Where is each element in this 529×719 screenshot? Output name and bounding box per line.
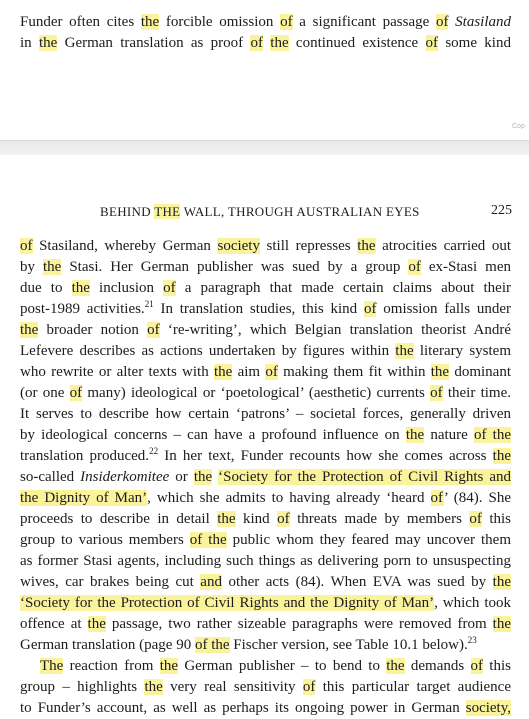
running-header-title: BEHIND THE WALL, THROUGH AUSTRALIAN EYES (100, 204, 420, 219)
text-line: German translation (page 90 of the Fischer version, see Table 10.1 below).$^{23}$ (20, 635, 477, 653)
text-line: post-1989 activities.$^{21}$ In translation studies, this kind of omission falls under (20, 299, 511, 317)
text-line: The reaction from the German publisher – to bend to the demands of this (40, 658, 511, 674)
text-line: by ideological concerns – can have a profound influence on the nature of the (20, 427, 511, 443)
text-line: ‘Society for the Protection of Civil Rights and the Dignity of Man’, which took (20, 595, 511, 611)
text-line: by the Stasi. Her German publisher was sued by a group of ex-Stasi men (20, 259, 511, 275)
text-line: Funder often cites the forcible omission of a significant passage of Stasiland (20, 14, 511, 30)
text-line: in the German translation as proof of the continued existence of some kind (20, 35, 511, 51)
page-separator (0, 140, 529, 156)
text-line: the broader notion of ‘re-writing’, which Belgian translation theorist André (20, 322, 512, 338)
text-line: offence at the passage, two rather sizeable paragraphs were removed from the (20, 616, 511, 632)
text-line: Lefevere describes as actions undertaken by figures within the literary system (20, 343, 511, 359)
text-line: to Funder’s account, as well as perhaps its ongoing power in German society, (20, 700, 511, 716)
text-line: so-called Insiderkomitee or the ‘Society for the Protection of Civil Rights and (20, 469, 512, 485)
text-line: the Dignity of Man’, which she admits to having already ‘heard of’ (84). She (20, 490, 512, 506)
text-line: group – highlights the very real sensitivity of this particular target audience (20, 679, 511, 695)
text-line: wives, car brakes being cut and other acts (84). When EVA was sued by the (20, 574, 511, 590)
text-line: proceeds to describe in detail the kind of threats made by members of this (20, 511, 512, 527)
text-line: as former Stasi agents, including such things as delivering porn to unsuspecting (20, 553, 511, 569)
page-number: 225 (491, 203, 512, 218)
text-line: It serves to describe how certain ‘patrons’ – societal forces, generally driven (20, 406, 511, 422)
text-line: who rewrite or alter texts with the aim of making them fit within the dominant (20, 364, 512, 380)
copy-label: Cop (512, 123, 525, 130)
text-line: due to the inclusion of a paragraph that made certain claims about their (20, 280, 512, 296)
text-line: (or one of many) ideological or ‘poetological’ (aesthetic) currents of their time. (20, 385, 511, 401)
text-line: of Stasiland, whereby German society still represses the atrocities carried out (20, 238, 512, 254)
previous-page (0, 0, 529, 140)
text-line: group to various members of the public whom they feared may uncover them (20, 532, 511, 548)
text-line: translation produced.$^{22}$ In her text, Funder recounts how she comes across the (20, 446, 511, 464)
